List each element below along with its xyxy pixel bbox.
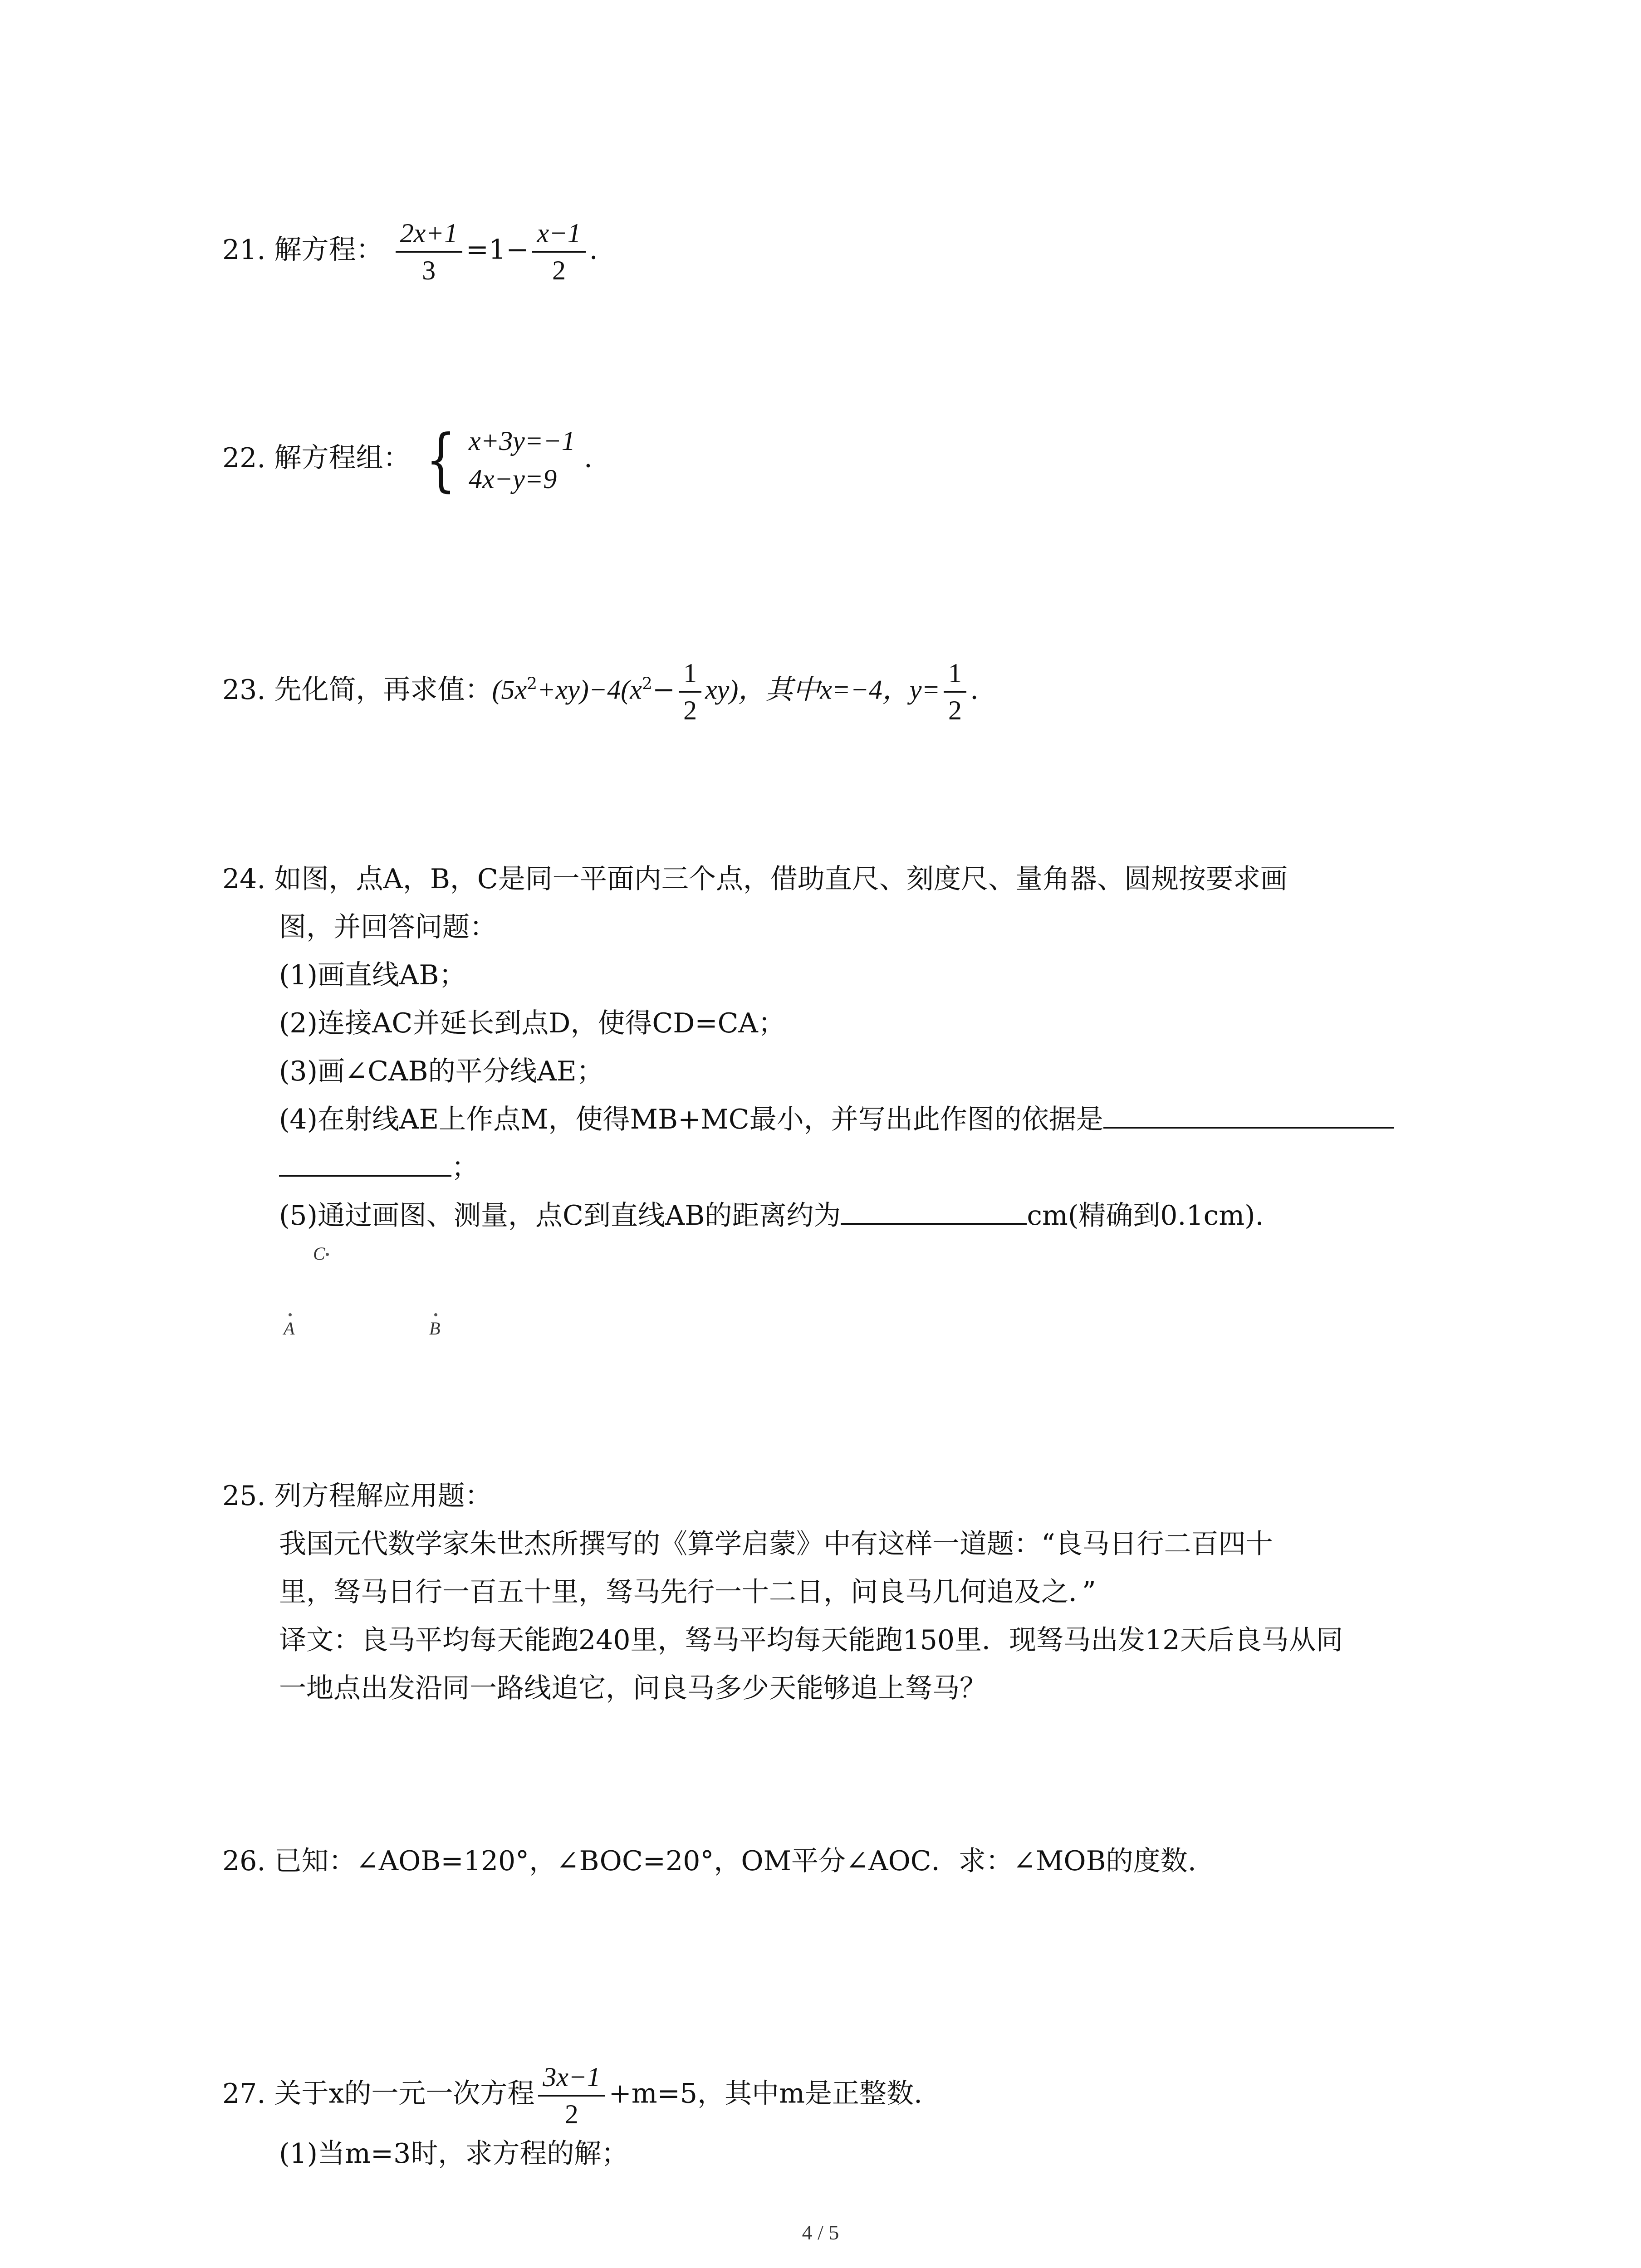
question-24-part3: (3)画∠CAB的平分线AE； xyxy=(279,1056,604,1087)
question-24-part2: (2)连接AC并延长到点D，使得CD=CA； xyxy=(279,1007,785,1039)
denominator: 2 xyxy=(564,2099,578,2129)
question-text: 列方程解应用题： xyxy=(274,1480,492,1512)
question-text: 先化简，再求值： xyxy=(274,674,492,706)
period: . xyxy=(970,674,979,706)
question-25-line2: 我国元代数学家朱世杰所撰写的《算学启蒙》中有这样一道题：“良马日行二百四十 xyxy=(279,1528,1273,1560)
question-24-part1: (1)画直线AB； xyxy=(279,959,466,991)
question-21 xyxy=(222,215,598,288)
question-22 xyxy=(222,422,593,498)
question-24-part4-cont xyxy=(279,1146,479,1189)
fraction xyxy=(538,2059,605,2132)
answer-blank[interactable] xyxy=(1103,1125,1394,1129)
fraction xyxy=(679,655,701,728)
part5-text: (5)通过画图、测量，点C到直线AB的距离约为 xyxy=(279,1200,841,1232)
question-24-line2: 图，并回答问题： xyxy=(279,911,497,943)
numerator: x−1 xyxy=(532,215,585,253)
question-number: 21. xyxy=(222,234,266,266)
brace: { xyxy=(425,420,456,499)
expression: (5x xyxy=(492,675,527,705)
numerator: 1 xyxy=(944,655,966,693)
point-b-label: B xyxy=(429,1318,441,1339)
question-number: 22. xyxy=(222,442,266,474)
question-number: 24. xyxy=(222,863,266,895)
question-number: 23. xyxy=(222,674,266,706)
question-text: 如图，点A，B，C是同一平面内三个点，借助直尺、刻度尺、量角器、圆规按要求画 xyxy=(274,863,1288,895)
expression: − xyxy=(652,674,676,706)
point-a-dot xyxy=(289,1313,292,1316)
point-b-dot xyxy=(434,1313,437,1316)
question-text: 解方程组： xyxy=(274,442,411,474)
question-24-part4 xyxy=(279,1098,1394,1141)
question-number: 25. xyxy=(222,1480,266,1512)
question-number: 27. xyxy=(222,2077,266,2110)
question-25-line4: 译文：良马平均每天能跑240里，驽马平均每天能跑150里．现驽马出发12天后良马从同 xyxy=(279,1624,1343,1656)
question-23 xyxy=(222,655,979,728)
fraction xyxy=(532,215,585,288)
numerator: 1 xyxy=(679,655,701,693)
question-24-line1 xyxy=(222,857,1288,901)
period: . xyxy=(589,234,598,266)
denominator: 3 xyxy=(422,255,436,285)
equation-system xyxy=(419,422,575,498)
numerator: 3x−1 xyxy=(538,2059,605,2097)
fraction xyxy=(944,655,966,728)
point-c-label: C xyxy=(313,1243,325,1264)
question-26 xyxy=(222,1839,1196,1883)
question-24-part5 xyxy=(279,1194,1264,1237)
point-c-dot xyxy=(326,1253,329,1256)
answer-blank[interactable] xyxy=(841,1221,1027,1225)
denominator: 2 xyxy=(552,255,566,285)
exponent: 2 xyxy=(527,675,538,694)
expression: xy)，其中x=−4，y= xyxy=(705,675,941,705)
page-number: 4 / 5 xyxy=(802,2221,839,2244)
part5-unit: cm(精确到0.1cm). xyxy=(1027,1200,1264,1232)
question-25-line5: 一地点出发沿同一路线追它，问良马多少天能够追上驽马？ xyxy=(279,1672,987,1704)
exponent: 2 xyxy=(642,675,652,694)
answer-blank[interactable] xyxy=(279,1173,451,1177)
semicolon: ； xyxy=(451,1152,479,1183)
numerator: 2x+1 xyxy=(396,215,462,253)
question-text: 解方程： xyxy=(274,234,383,266)
period: . xyxy=(583,442,593,474)
question-text: 关于x的一元一次方程 xyxy=(274,2077,535,2110)
expression: +xy)−4(x xyxy=(537,675,642,705)
equation-2: 4x−y=9 xyxy=(469,464,557,494)
denominator: 2 xyxy=(683,695,697,725)
part4-text: (4)在射线AE上作点M，使得MB+MC最小，并写出此作图的依据是 xyxy=(279,1104,1103,1135)
denominator: 2 xyxy=(948,695,962,725)
question-25-line1 xyxy=(222,1474,492,1518)
question-27-part1: (1)当m=3时，求方程的解； xyxy=(279,2138,629,2170)
question-25-line3: 里，驽马日行一百五十里，驽马先行一十二日，问良马几何追及之．” xyxy=(279,1576,1096,1608)
question-text-cont: +m=5，其中m是正整数. xyxy=(608,2077,923,2110)
question-27 xyxy=(222,2059,922,2132)
equation-middle: =1− xyxy=(465,234,529,266)
point-a-label: A xyxy=(284,1318,295,1339)
question-number: 26. xyxy=(222,1845,266,1877)
fraction xyxy=(396,215,462,288)
equation-1: x+3y=−1 xyxy=(469,426,575,456)
question-text: 已知：∠AOB=120°，∠BOC=20°，OM平分∠AOC．求：∠MOB的度数. xyxy=(274,1845,1196,1877)
